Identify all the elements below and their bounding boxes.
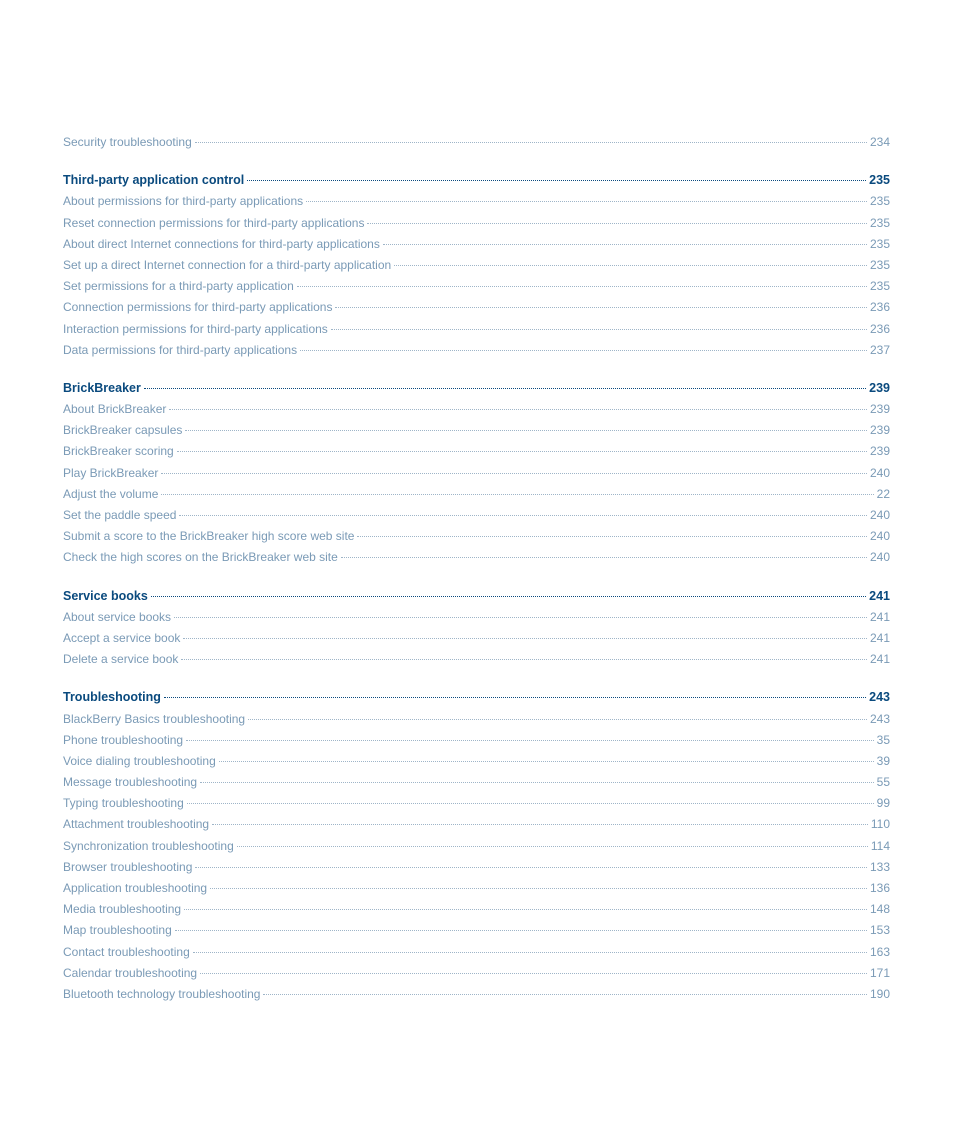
entry-title: Data permissions for third-party applications bbox=[63, 342, 298, 357]
dot-leader bbox=[179, 515, 867, 516]
page-number: 235 bbox=[869, 236, 890, 251]
toc-section-heading[interactable] bbox=[63, 687, 890, 708]
dot-leader bbox=[357, 536, 867, 537]
dot-leader bbox=[237, 846, 868, 847]
toc-section bbox=[63, 170, 890, 361]
entry-title: Security troubleshooting bbox=[63, 135, 192, 149]
toc-entry[interactable] bbox=[63, 899, 890, 920]
page-number: 133 bbox=[869, 859, 890, 874]
page-number: 235 bbox=[869, 194, 890, 209]
toc-entry[interactable] bbox=[63, 920, 890, 941]
entry-title: About BrickBreaker bbox=[63, 402, 167, 417]
dot-leader bbox=[151, 596, 866, 597]
entry-title: Voice dialing troubleshooting bbox=[63, 753, 216, 768]
toc-section bbox=[63, 687, 890, 1005]
page-number: 114 bbox=[870, 838, 890, 853]
dot-leader bbox=[248, 719, 867, 720]
entry-title: Set up a direct Internet connection for a third-party application bbox=[63, 257, 392, 272]
entry-title: Calendar troubleshooting bbox=[63, 965, 198, 980]
toc-entry[interactable] bbox=[63, 484, 890, 505]
page-number: 236 bbox=[869, 300, 890, 315]
toc-entry[interactable] bbox=[63, 297, 890, 318]
page-number: 110 bbox=[870, 817, 890, 832]
dot-leader bbox=[181, 659, 867, 660]
toc-entry[interactable] bbox=[63, 463, 890, 484]
page-number: 136 bbox=[869, 881, 890, 895]
dot-leader bbox=[185, 430, 867, 431]
section-heading-title: BrickBreaker bbox=[63, 380, 141, 395]
toc-entry[interactable] bbox=[63, 255, 890, 276]
page-number: 237 bbox=[869, 342, 890, 357]
dot-leader bbox=[300, 350, 867, 351]
entry-title: Synchronization troubleshooting bbox=[63, 838, 234, 853]
toc-entry[interactable] bbox=[63, 963, 890, 984]
entry-title: Accept a service book bbox=[63, 630, 181, 645]
page-number: 35 bbox=[876, 732, 890, 747]
dot-leader bbox=[186, 740, 874, 741]
toc-section bbox=[63, 132, 890, 153]
toc-entry[interactable] bbox=[63, 751, 890, 772]
dot-leader bbox=[174, 617, 867, 618]
dot-leader bbox=[193, 952, 867, 953]
dot-leader bbox=[183, 638, 867, 639]
dot-leader bbox=[161, 494, 873, 495]
entry-title: Phone troubleshooting bbox=[63, 732, 184, 747]
page-number: 241 bbox=[869, 588, 890, 603]
toc-entry[interactable] bbox=[63, 441, 890, 462]
dot-leader bbox=[195, 867, 867, 868]
section-heading-title: Third-party application control bbox=[63, 173, 245, 188]
page-number: 239 bbox=[869, 423, 890, 438]
toc-entry[interactable] bbox=[63, 942, 890, 963]
page-number: 153 bbox=[869, 923, 890, 938]
toc-section bbox=[63, 586, 890, 671]
page-number: 22 bbox=[876, 486, 890, 501]
toc-entry[interactable] bbox=[63, 857, 890, 878]
dot-leader bbox=[195, 142, 867, 143]
page-number: 243 bbox=[869, 711, 890, 726]
toc-entry[interactable] bbox=[63, 213, 890, 234]
dot-leader bbox=[394, 265, 867, 266]
dot-leader bbox=[200, 973, 867, 974]
entry-title: Message troubleshooting bbox=[63, 775, 198, 790]
toc-section-heading[interactable] bbox=[63, 378, 890, 399]
dot-leader bbox=[341, 557, 867, 558]
dot-leader bbox=[210, 888, 867, 889]
toc-entry[interactable] bbox=[63, 793, 890, 814]
toc-entry[interactable] bbox=[63, 399, 890, 420]
toc-entry[interactable] bbox=[63, 836, 890, 857]
page-number: 235 bbox=[869, 257, 890, 272]
toc-section bbox=[63, 378, 890, 569]
page-number: 236 bbox=[869, 321, 890, 336]
toc-entry[interactable] bbox=[63, 628, 890, 649]
entry-title: Application troubleshooting bbox=[63, 881, 208, 895]
toc-entry[interactable] bbox=[63, 814, 890, 835]
page-number: 241 bbox=[869, 630, 890, 645]
toc-entry[interactable] bbox=[63, 420, 890, 441]
page-number: 190 bbox=[869, 986, 890, 1001]
dot-leader bbox=[247, 180, 866, 181]
dot-leader bbox=[177, 451, 867, 452]
entry-title: BrickBreaker scoring bbox=[63, 444, 174, 459]
entry-title: Adjust the volume bbox=[63, 486, 159, 501]
entry-title: Play BrickBreaker bbox=[63, 465, 159, 480]
dot-leader bbox=[263, 994, 866, 995]
entry-title: Connection permissions for third-party applications bbox=[63, 300, 333, 315]
entry-title: About direct Internet connections for third-party applications bbox=[63, 236, 380, 251]
page-number: 241 bbox=[869, 652, 890, 667]
entry-title: Interaction permissions for third-party applications bbox=[63, 321, 328, 336]
toc-entry[interactable] bbox=[63, 709, 890, 730]
page-number: 240 bbox=[869, 529, 890, 544]
toc-entry[interactable] bbox=[63, 191, 890, 212]
dot-leader bbox=[331, 329, 867, 330]
entry-title: Map troubleshooting bbox=[63, 923, 172, 938]
toc-entry[interactable] bbox=[63, 340, 890, 361]
entry-title: Delete a service book bbox=[63, 652, 179, 667]
page-number: 234 bbox=[869, 135, 890, 149]
toc-entry[interactable] bbox=[63, 319, 890, 340]
table-of-contents bbox=[63, 132, 890, 1022]
entry-title: Submit a score to the BrickBreaker high score web site bbox=[63, 529, 355, 544]
page-number: 239 bbox=[869, 402, 890, 417]
entry-title: Media troubleshooting bbox=[63, 902, 182, 917]
toc-entry[interactable] bbox=[63, 505, 890, 526]
toc-entry[interactable] bbox=[63, 730, 890, 751]
page-number: 241 bbox=[869, 609, 890, 624]
page-number: 235 bbox=[869, 279, 890, 294]
entry-title: About service books bbox=[63, 609, 172, 624]
entry-title: Contact troubleshooting bbox=[63, 944, 190, 959]
dot-leader bbox=[335, 307, 867, 308]
entry-title: BrickBreaker capsules bbox=[63, 423, 183, 438]
dot-leader bbox=[219, 761, 874, 762]
page-number: 240 bbox=[869, 508, 890, 522]
entry-title: Reset connection permissions for third-party applications bbox=[63, 215, 365, 230]
page-number: 235 bbox=[869, 173, 890, 188]
page-number: 239 bbox=[869, 380, 890, 395]
dot-leader bbox=[200, 782, 874, 783]
toc-entry[interactable] bbox=[63, 649, 890, 670]
dot-leader bbox=[212, 824, 868, 825]
page-number: 235 bbox=[869, 215, 890, 230]
dot-leader bbox=[184, 909, 867, 910]
section-heading-title: Service books bbox=[63, 588, 148, 603]
dot-leader bbox=[169, 409, 867, 410]
entry-title: About permissions for third-party applications bbox=[63, 194, 304, 209]
dot-leader bbox=[297, 286, 867, 287]
entry-title: Set permissions for a third-party application bbox=[63, 279, 294, 294]
page-number: 239 bbox=[869, 444, 890, 459]
entry-title: Attachment troubleshooting bbox=[63, 817, 210, 832]
page-number: 171 bbox=[869, 965, 890, 980]
dot-leader bbox=[306, 201, 867, 202]
dot-leader bbox=[175, 930, 867, 931]
toc-entry[interactable] bbox=[63, 526, 890, 547]
dot-leader bbox=[164, 697, 866, 698]
toc-entry[interactable] bbox=[63, 276, 890, 297]
page-number: 39 bbox=[876, 753, 890, 768]
toc-entry[interactable] bbox=[63, 234, 890, 255]
entry-title: Set the paddle speed bbox=[63, 508, 177, 522]
dot-leader bbox=[187, 803, 874, 804]
page-number: 163 bbox=[869, 944, 890, 959]
toc-section-heading[interactable] bbox=[63, 170, 890, 191]
dot-leader bbox=[144, 388, 866, 389]
toc-entry[interactable] bbox=[63, 772, 890, 793]
toc-entry[interactable] bbox=[63, 984, 890, 1005]
toc-entry[interactable] bbox=[63, 132, 890, 153]
dot-leader bbox=[367, 223, 866, 224]
page-number: 148 bbox=[869, 902, 890, 917]
page-number: 240 bbox=[869, 550, 890, 565]
toc-section-heading[interactable] bbox=[63, 586, 890, 607]
toc-entry[interactable] bbox=[63, 547, 890, 568]
section-heading-title: Troubleshooting bbox=[63, 690, 161, 705]
entry-title: Check the high scores on the BrickBreaker web site bbox=[63, 550, 338, 565]
page-number: 243 bbox=[869, 690, 890, 705]
entry-title: Typing troubleshooting bbox=[63, 796, 184, 811]
page-number: 240 bbox=[869, 465, 890, 480]
entry-title: Bluetooth technology troubleshooting bbox=[63, 986, 261, 1001]
entry-title: Browser troubleshooting bbox=[63, 859, 193, 874]
entry-title: BlackBerry Basics troubleshooting bbox=[63, 711, 246, 726]
page-number: 55 bbox=[876, 775, 890, 790]
page-number: 99 bbox=[876, 796, 890, 811]
dot-leader bbox=[383, 244, 867, 245]
dot-leader bbox=[161, 473, 867, 474]
toc-entry[interactable] bbox=[63, 607, 890, 628]
toc-entry[interactable] bbox=[63, 878, 890, 899]
